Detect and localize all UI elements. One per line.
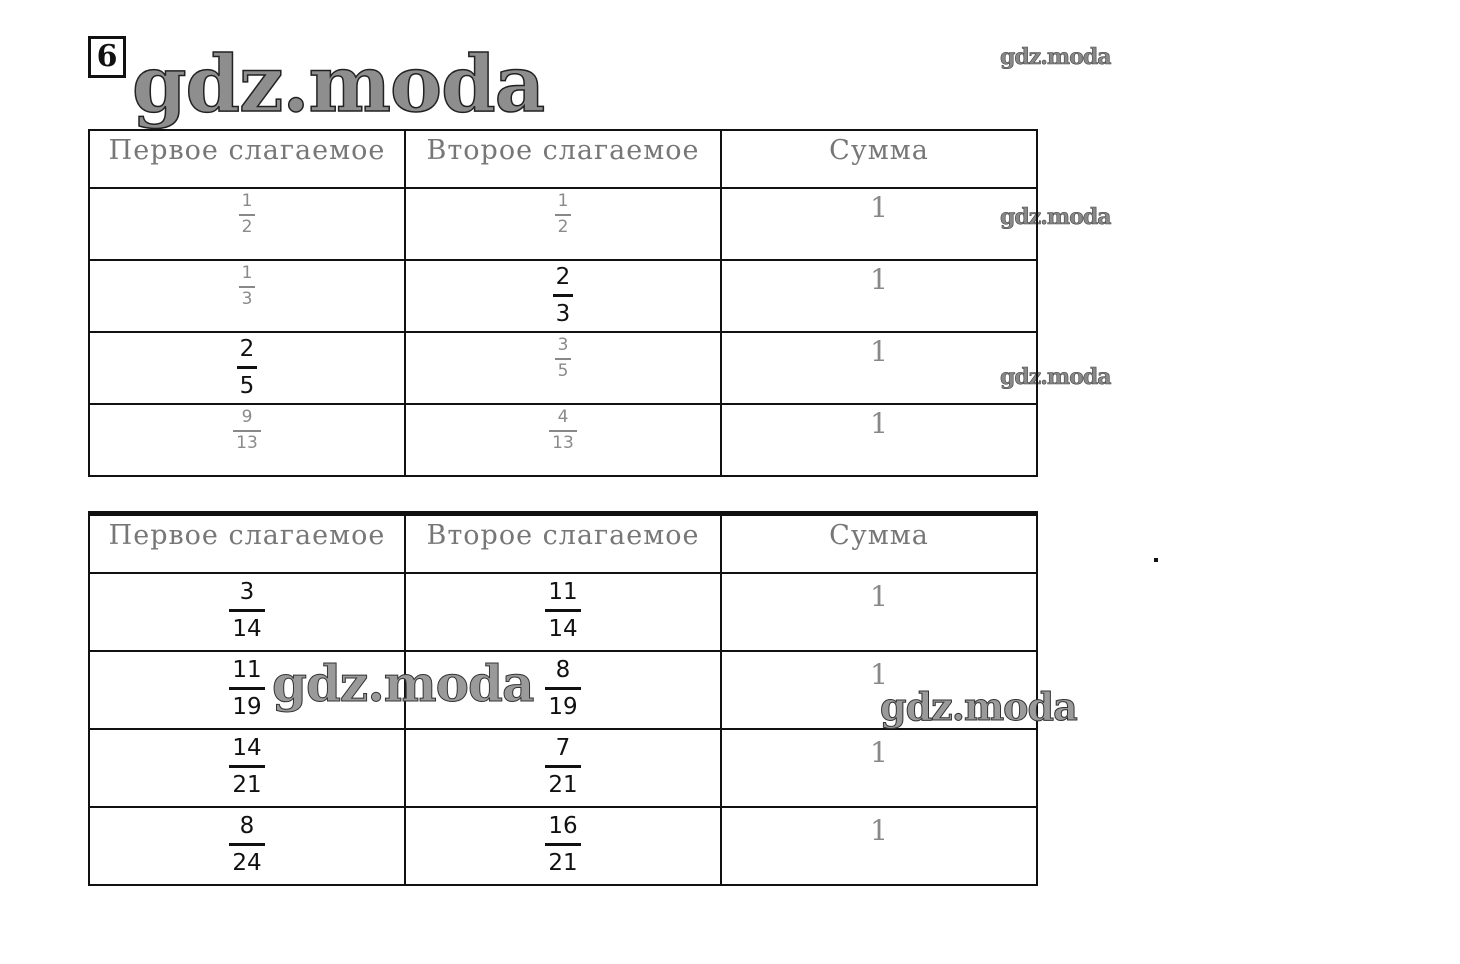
header-second-addend: Второе слагаемое xyxy=(405,130,721,188)
fraction-bar xyxy=(555,214,572,216)
fraction-denominator: 13 xyxy=(552,432,574,453)
fraction-numerator: 3 xyxy=(239,579,255,605)
cell-sum xyxy=(721,573,1037,651)
table-header-row xyxy=(89,130,1037,188)
sum-value: 1 xyxy=(870,814,888,847)
task-number: 6 xyxy=(88,36,126,78)
fraction-numerator: 4 xyxy=(557,407,569,427)
cell-second-addend xyxy=(405,729,721,807)
table-row xyxy=(89,260,1037,332)
fraction-bar xyxy=(229,765,264,768)
fraction-denominator: 24 xyxy=(232,850,262,877)
fraction xyxy=(239,193,256,237)
watermark-logo: gdz.moda xyxy=(880,684,1077,729)
fraction xyxy=(545,580,580,641)
table-row xyxy=(89,573,1037,651)
fraction-denominator: 2 xyxy=(241,216,253,237)
fraction-denominator: 13 xyxy=(236,432,258,453)
fraction xyxy=(553,265,574,326)
fraction xyxy=(229,580,264,641)
fraction xyxy=(233,409,261,453)
sum-value: 1 xyxy=(870,335,888,368)
cell-sum xyxy=(721,404,1037,476)
cell-sum xyxy=(721,807,1037,885)
fraction-numerator: 7 xyxy=(555,735,571,761)
cell-second-addend xyxy=(405,573,721,651)
fraction-numerator: 16 xyxy=(548,813,578,839)
fraction-bar xyxy=(229,843,264,846)
fraction-numerator: 11 xyxy=(232,657,262,683)
sum-value: 1 xyxy=(870,658,888,691)
fraction-numerator: 2 xyxy=(555,264,571,290)
fraction-numerator: 3 xyxy=(557,335,569,355)
fraction-numerator: 8 xyxy=(555,657,571,683)
fraction xyxy=(555,193,572,237)
scan-speck xyxy=(1154,558,1158,562)
fraction-denominator: 14 xyxy=(548,616,578,643)
cell-second-addend xyxy=(405,260,721,332)
sum-value: 1 xyxy=(870,736,888,769)
cell-second-addend xyxy=(405,807,721,885)
fraction-denominator: 14 xyxy=(232,616,262,643)
fraction-denominator: 19 xyxy=(232,694,262,721)
fraction-numerator: 1 xyxy=(241,263,253,283)
fraction-denominator: 3 xyxy=(555,301,571,328)
watermark-logo: gdz.moda xyxy=(272,654,534,713)
sum-table-1 xyxy=(88,129,1038,477)
fraction-numerator: 8 xyxy=(239,813,255,839)
fraction-numerator: 1 xyxy=(557,191,569,211)
sum-value: 1 xyxy=(870,580,888,613)
cell-first-addend xyxy=(89,573,405,651)
cell-first-addend xyxy=(89,188,405,260)
fraction xyxy=(229,814,264,875)
fraction-denominator: 21 xyxy=(548,772,578,799)
header-sum: Сумма xyxy=(721,515,1037,573)
fraction-bar xyxy=(233,430,261,432)
fraction-bar xyxy=(237,366,258,369)
table-row xyxy=(89,404,1037,476)
cell-sum xyxy=(721,729,1037,807)
fraction-numerator: 14 xyxy=(232,735,262,761)
header-sum: Сумма xyxy=(721,130,1037,188)
fraction-bar xyxy=(553,294,574,297)
fraction-bar xyxy=(545,609,580,612)
fraction xyxy=(545,658,580,719)
cell-sum xyxy=(721,332,1037,404)
fraction-numerator: 11 xyxy=(548,579,578,605)
table-row xyxy=(89,332,1037,404)
cell-sum xyxy=(721,188,1037,260)
cell-first-addend xyxy=(89,729,405,807)
fraction xyxy=(545,736,580,797)
fraction-denominator: 21 xyxy=(232,772,262,799)
fraction-denominator: 21 xyxy=(548,850,578,877)
fraction xyxy=(237,337,258,398)
fraction-denominator: 5 xyxy=(239,373,255,400)
watermark-logo: gdz.moda xyxy=(1000,204,1111,230)
fraction-denominator: 19 xyxy=(548,694,578,721)
cell-second-addend xyxy=(405,404,721,476)
table-row xyxy=(89,729,1037,807)
fraction-bar xyxy=(239,286,256,288)
cell-first-addend xyxy=(89,404,405,476)
cell-sum xyxy=(721,260,1037,332)
watermark-logo: gdz.moda xyxy=(132,39,545,130)
sum-value: 1 xyxy=(870,263,888,296)
table-row xyxy=(89,807,1037,885)
fraction xyxy=(549,409,577,453)
table-body xyxy=(89,188,1037,476)
fraction xyxy=(555,337,572,381)
fraction-bar xyxy=(545,843,580,846)
fraction-denominator: 2 xyxy=(557,216,569,237)
fraction-bar xyxy=(239,214,256,216)
cell-second-addend xyxy=(405,332,721,404)
header-first-addend: Первое слагаемое xyxy=(89,515,405,573)
fraction-bar xyxy=(545,765,580,768)
cell-first-addend xyxy=(89,332,405,404)
sum-value: 1 xyxy=(870,191,888,224)
fraction-bar xyxy=(549,430,577,432)
watermark-logo: gdz.moda xyxy=(1000,44,1111,70)
cell-first-addend xyxy=(89,260,405,332)
fraction-bar xyxy=(555,358,572,360)
fraction-denominator: 5 xyxy=(557,360,569,381)
fraction xyxy=(229,658,264,719)
fraction-bar xyxy=(229,609,264,612)
fraction xyxy=(545,814,580,875)
fraction xyxy=(239,265,256,309)
table-row xyxy=(89,188,1037,260)
sum-value: 1 xyxy=(870,407,888,440)
fraction-numerator: 9 xyxy=(241,407,253,427)
cell-first-addend xyxy=(89,807,405,885)
fraction-bar xyxy=(545,687,580,690)
fraction-numerator: 1 xyxy=(241,191,253,211)
fraction-numerator: 2 xyxy=(239,336,255,362)
header-first-addend: Первое слагаемое xyxy=(89,130,405,188)
cell-second-addend xyxy=(405,188,721,260)
table-header-row xyxy=(89,515,1037,573)
fraction-denominator: 3 xyxy=(241,288,253,309)
watermark-logo: gdz.moda xyxy=(1000,364,1111,390)
fraction xyxy=(229,736,264,797)
fraction-bar xyxy=(229,687,264,690)
header-second-addend: Второе слагаемое xyxy=(405,515,721,573)
